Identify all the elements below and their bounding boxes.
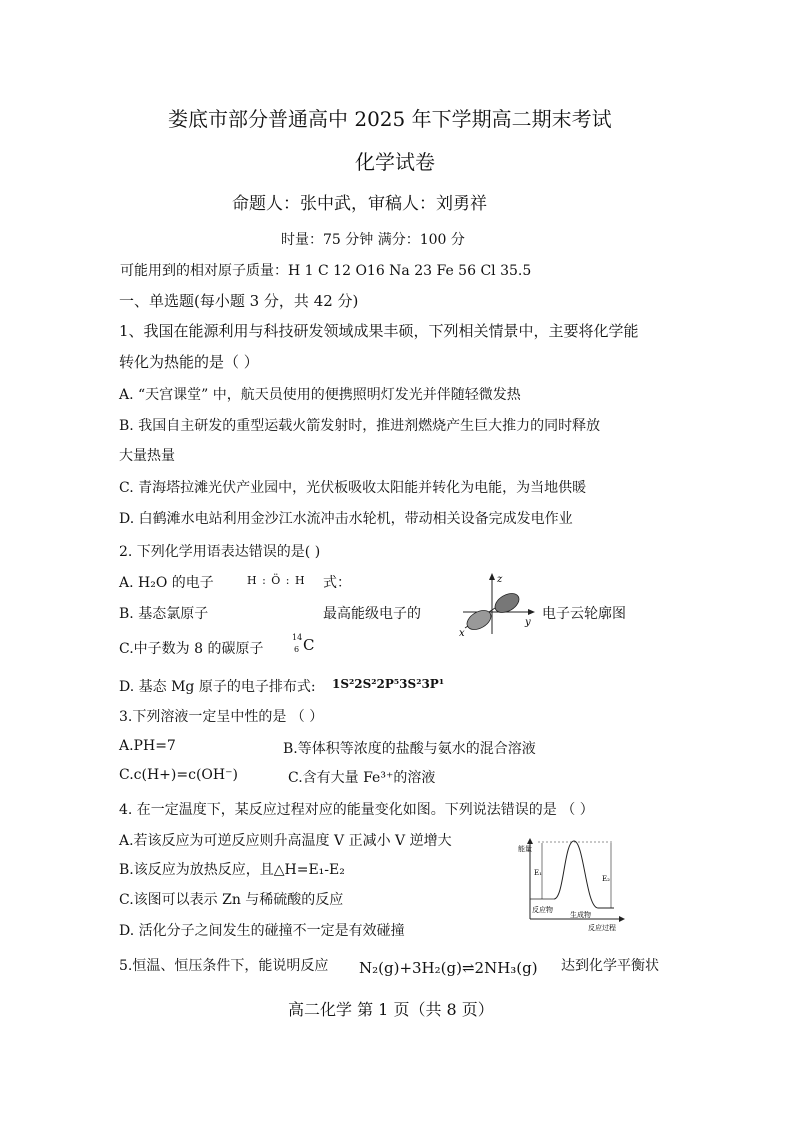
z-axis-arrow xyxy=(489,573,495,580)
carbon-mass-number: 14 xyxy=(292,633,303,642)
y-axis-arrow xyxy=(528,609,535,615)
q3-stem: 3.下列溶液一定呈中性的是 （ ） xyxy=(119,709,324,725)
q1-option-c: C. 青海塔拉滩光伏产业园中，光伏板吸收太阳能并转化为电能，为当地供暖 xyxy=(119,480,587,496)
orbital-lobe-lower xyxy=(464,607,495,634)
y-axis-label: y xyxy=(525,617,531,628)
x-axis-label: x xyxy=(459,628,465,639)
q5-equation: N₂(g)+3H₂(g)⇌2NH₃(g) xyxy=(359,959,538,977)
q1-option-a: A. “天宫课堂” 中，航天员使用的便携照明灯发光并伴随轻微发热 xyxy=(119,387,521,403)
q2-option-d-config: 1S²2S²2P⁵3S²3P¹ xyxy=(332,677,445,691)
process-axis-arrow xyxy=(619,916,625,922)
energy-axis-arrow xyxy=(527,838,533,844)
q4-option-b: B.该反应为放热反应，且△H=E₁-E₂ xyxy=(119,862,345,878)
q3-option-a: A.PH=7 xyxy=(119,738,176,754)
q1-stem-line1: 1、我国在能源利用与科技研发领域成果丰硕，下列相关情景中，主要将化学能 xyxy=(119,322,639,340)
carbon-symbol: C xyxy=(303,636,315,654)
q2-option-c-text: C.中子数为 8 的碳原子 xyxy=(119,641,264,657)
section-heading: 一、单选题(每小题 3 分，共 42 分) xyxy=(119,292,359,310)
q2-option-a-formula: H : Ö : H xyxy=(247,574,306,587)
reactant-label: 反应物 xyxy=(532,906,553,914)
q2-stem: 2. 下列化学用语表达错误的是( ) xyxy=(119,544,321,560)
q1-option-b-line1: B. 我国自主研发的重型运载火箭发射时，推进剂燃烧产生巨大推力的同时释放 xyxy=(119,418,601,434)
product-label: 生成物 xyxy=(570,911,591,919)
page-footer: 高二化学 第 1 页（共 8 页） xyxy=(288,1000,494,1019)
q2-option-a-prefix: A. H₂O 的电子 xyxy=(119,575,214,591)
exam-time-limit: 时量：75 分钟 满分：100 分 xyxy=(281,232,465,248)
q2-option-b-suffix: 电子云轮廓图 xyxy=(542,606,626,622)
q3-option-b: B.等体积等浓度的盐酸与氨水的混合溶液 xyxy=(283,741,536,757)
q3-option-c: C.c(H+)=c(OH⁻) xyxy=(119,767,238,783)
carbon-atomic-number: 6 xyxy=(294,645,300,654)
q2-option-d-prefix: D. 基态 Mg 原子的电子排布式: xyxy=(119,679,316,695)
e2-label: E₂ xyxy=(602,875,610,883)
energy-diagram xyxy=(516,833,628,933)
exam-authors: 命题人：张中武，审稿人：刘勇祥 xyxy=(232,194,487,214)
q3-option-d: C.含有大量 Fe³⁺的溶液 xyxy=(288,770,436,786)
q5-stem-suffix: 达到化学平衡状 xyxy=(561,958,659,974)
q1-option-d: D. 白鹤滩水电站利用金沙江水流冲击水轮机，带动相关设备完成发电作业 xyxy=(119,511,573,527)
atomic-masses: 可能用到的相对原子质量：H 1 C 12 O16 Na 23 Fe 56 Cl 35.5 xyxy=(120,263,532,279)
q4-stem: 4. 在一定温度下，某反应过程对应的能量变化如图。下列说法错误的是 （ ） xyxy=(119,802,594,818)
q1-stem-line2: 转化为热能的是（ ） xyxy=(119,353,259,371)
q5-stem-prefix: 5.恒温、恒压条件下，能说明反应 xyxy=(119,958,329,974)
q4-option-a: A.若该反应为可逆反应则升高温度 V 正减小 V 逆增大 xyxy=(119,833,452,849)
process-label: 反应过程 xyxy=(588,924,616,932)
z-axis-label: z xyxy=(497,574,503,585)
e1-label: E₁ xyxy=(534,869,542,877)
q4-option-d: D. 活化分子之间发生的碰撞不一定是有效碰撞 xyxy=(119,923,405,939)
q2-option-b-mid: 最高能级电子的 xyxy=(323,606,421,622)
exam-title: 娄底市部分普通高中 2025 年下学期高二期末考试 xyxy=(168,107,612,131)
energy-label: 能量 xyxy=(518,845,532,853)
exam-subtitle: 化学试卷 xyxy=(355,150,435,174)
p-orbital-diagram xyxy=(455,570,537,640)
q2-option-b-prefix: B. 基态氯原子 xyxy=(119,606,209,622)
q1-option-b-line2: 大量热量 xyxy=(119,448,175,464)
q2-option-a-suffix: 式： xyxy=(323,575,351,591)
q4-option-c: C.该图可以表示 Zn 与稀硫酸的反应 xyxy=(119,892,344,908)
